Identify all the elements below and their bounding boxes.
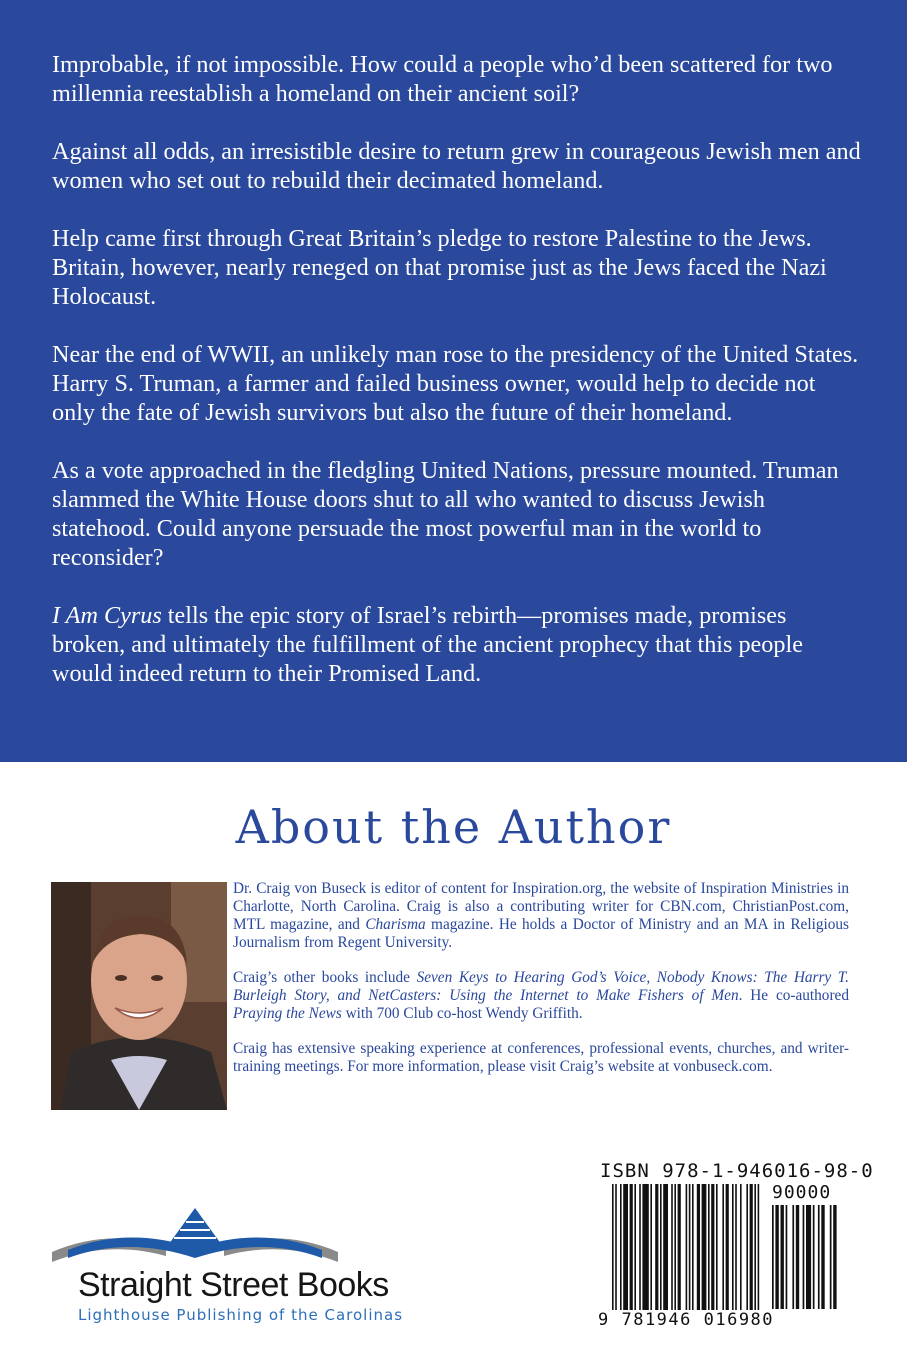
barcode-bar xyxy=(732,1184,734,1310)
bio-paragraph-2 xyxy=(233,969,849,1023)
bio-2-text-a: Craig’s other books include xyxy=(233,969,417,986)
barcode-bar xyxy=(612,1184,614,1310)
barcode-bar xyxy=(655,1184,658,1310)
barcode-bar xyxy=(775,1205,778,1309)
publisher-tagline: Lighthouse Publishing of the Carolinas xyxy=(78,1306,404,1324)
blurb-paragraph-5: As a vote approached in the fledgling United Nations, pressure mounted. Truman slammed the White House doors shut to all who wanted to discuss Jewish statehood. Could anyone persuade the most powerful man in the world to reconsider? xyxy=(52,457,839,571)
author-portrait-image xyxy=(51,882,227,1110)
barcode-bar xyxy=(821,1205,824,1309)
barcode-bar xyxy=(803,1205,805,1309)
about-author-heading: About the Author xyxy=(235,800,672,854)
barcode-bar xyxy=(746,1184,748,1310)
blurb-paragraph-3: Help came first through Great Britain’s pledge to restore Palestine to the Jews. Britain, however, nearly reneged on that promise just as the Jews faced the Nazi Holocaust. xyxy=(52,225,827,310)
book-title: I Am Cyrus xyxy=(52,602,162,629)
barcode-bar xyxy=(615,1184,617,1310)
barcode-bar xyxy=(833,1205,836,1309)
barcode-bar xyxy=(772,1205,774,1309)
barcode-bar xyxy=(623,1184,628,1310)
bio-paragraph-1 xyxy=(233,880,849,952)
barcode-bar xyxy=(786,1205,788,1309)
barcode-bar xyxy=(806,1205,811,1309)
barcode-bar xyxy=(671,1184,673,1310)
barcode-bar xyxy=(663,1184,668,1310)
barcode-digits: 9 781946 016980 xyxy=(598,1310,775,1330)
publisher-name: Straight Street Books xyxy=(78,1266,389,1304)
barcode-bar xyxy=(630,1184,633,1310)
lighthouse-beam-icon xyxy=(166,1208,224,1248)
isbn-barcode xyxy=(612,1184,764,1310)
barcode-bar xyxy=(792,1205,794,1309)
author-bio xyxy=(233,880,849,1093)
barcode-bar xyxy=(702,1184,707,1310)
bio-1-magazine: Charisma xyxy=(365,916,426,933)
barcode-bar xyxy=(650,1184,652,1310)
barcode-bar xyxy=(754,1184,756,1310)
barcode-bar xyxy=(660,1184,662,1310)
bio-2-book-titles: Seven Keys to Hearing God’s Voice, Nobody Knows: The Harry T. Burleigh Story, and NetCasters: Using the Internet to Make Fishers of Men xyxy=(233,969,849,1004)
barcode-bar xyxy=(796,1205,799,1309)
isbn-label: ISBN 978-1-946016-98-0 xyxy=(600,1160,874,1182)
price-code: 90000 xyxy=(772,1182,832,1203)
barcode-bar xyxy=(830,1205,832,1309)
barcode-bar xyxy=(620,1184,622,1310)
bio-1-text-c: magazine. He holds a Doctor of Ministry and an MA in Religious Journalism from Regent University. xyxy=(233,916,849,951)
barcode-bar xyxy=(758,1184,760,1310)
barcode-bar xyxy=(692,1184,694,1310)
barcode-bar xyxy=(711,1184,714,1310)
barcode-bar xyxy=(639,1184,641,1310)
barcode-bar xyxy=(689,1184,691,1310)
barcode-bar xyxy=(634,1184,636,1310)
barcode-bar xyxy=(781,1205,784,1309)
bio-paragraph-3: Craig has extensive speaking experience at conferences, professional events, churches, and writer-training meetings. For more information, please visit Craig’s website at vonbuseck.com. xyxy=(233,1040,849,1075)
barcode-bar xyxy=(686,1184,688,1310)
barcode-bar xyxy=(674,1184,676,1310)
price-addon-barcode xyxy=(772,1205,852,1309)
barcode-bar xyxy=(735,1184,737,1310)
barcode-bar xyxy=(708,1184,710,1310)
blurb-paragraph-4: Near the end of WWII, an unlikely man rose to the presidency of the United States. Harry S. Truman, a farmer and failed business owner, would help to decide not only the fate of Jewish survivors but also the future of their homeland. xyxy=(52,341,859,426)
blurb-paragraph-2: Against all odds, an irresistible desire to return grew in courageous Jewish men and women who set out to rebuild their decimated homeland. xyxy=(52,138,861,194)
bio-2-coauthored-title: Praying the News xyxy=(233,1005,342,1022)
blurb-paragraph-6-text: tells the epic story of Israel’s rebirth—promises made, promises broken, and ultimately the fulfillment of the ancient prophecy that this people would indeed return to their Promised Land. xyxy=(52,602,803,687)
barcode-bar xyxy=(678,1184,681,1310)
author-photo xyxy=(51,882,227,1110)
barcode-bar xyxy=(813,1205,815,1309)
bio-1-text-a: Dr. Craig von Buseck is editor of content for Inspiration.org, the website of Inspiration Ministries in Charlotte, North Carolina. Craig is also a contributing writer for CBN.com, ChristianPost.com, MTL magazine, and xyxy=(233,880,849,933)
blurb-paragraph-6 xyxy=(52,601,862,688)
bio-2-text-e: with 700 Club co-host Wendy Griffith. xyxy=(341,1005,583,1022)
barcode-bar xyxy=(722,1184,724,1310)
barcode-bar xyxy=(726,1184,729,1310)
barcode-bar xyxy=(697,1184,700,1310)
blurb-paragraph-1: Improbable, if not impossible. How could a people who’d been scattered for two millennia reestablish a homeland on their ancient soil? xyxy=(52,51,833,107)
barcode-bar xyxy=(750,1184,753,1310)
barcode-bar xyxy=(818,1205,820,1309)
book-blurb xyxy=(52,50,862,717)
barcode-bar xyxy=(716,1184,718,1310)
bio-2-text-c: . He co-authored xyxy=(738,987,849,1004)
barcode-bar xyxy=(740,1184,742,1310)
barcode-bar xyxy=(642,1184,648,1310)
